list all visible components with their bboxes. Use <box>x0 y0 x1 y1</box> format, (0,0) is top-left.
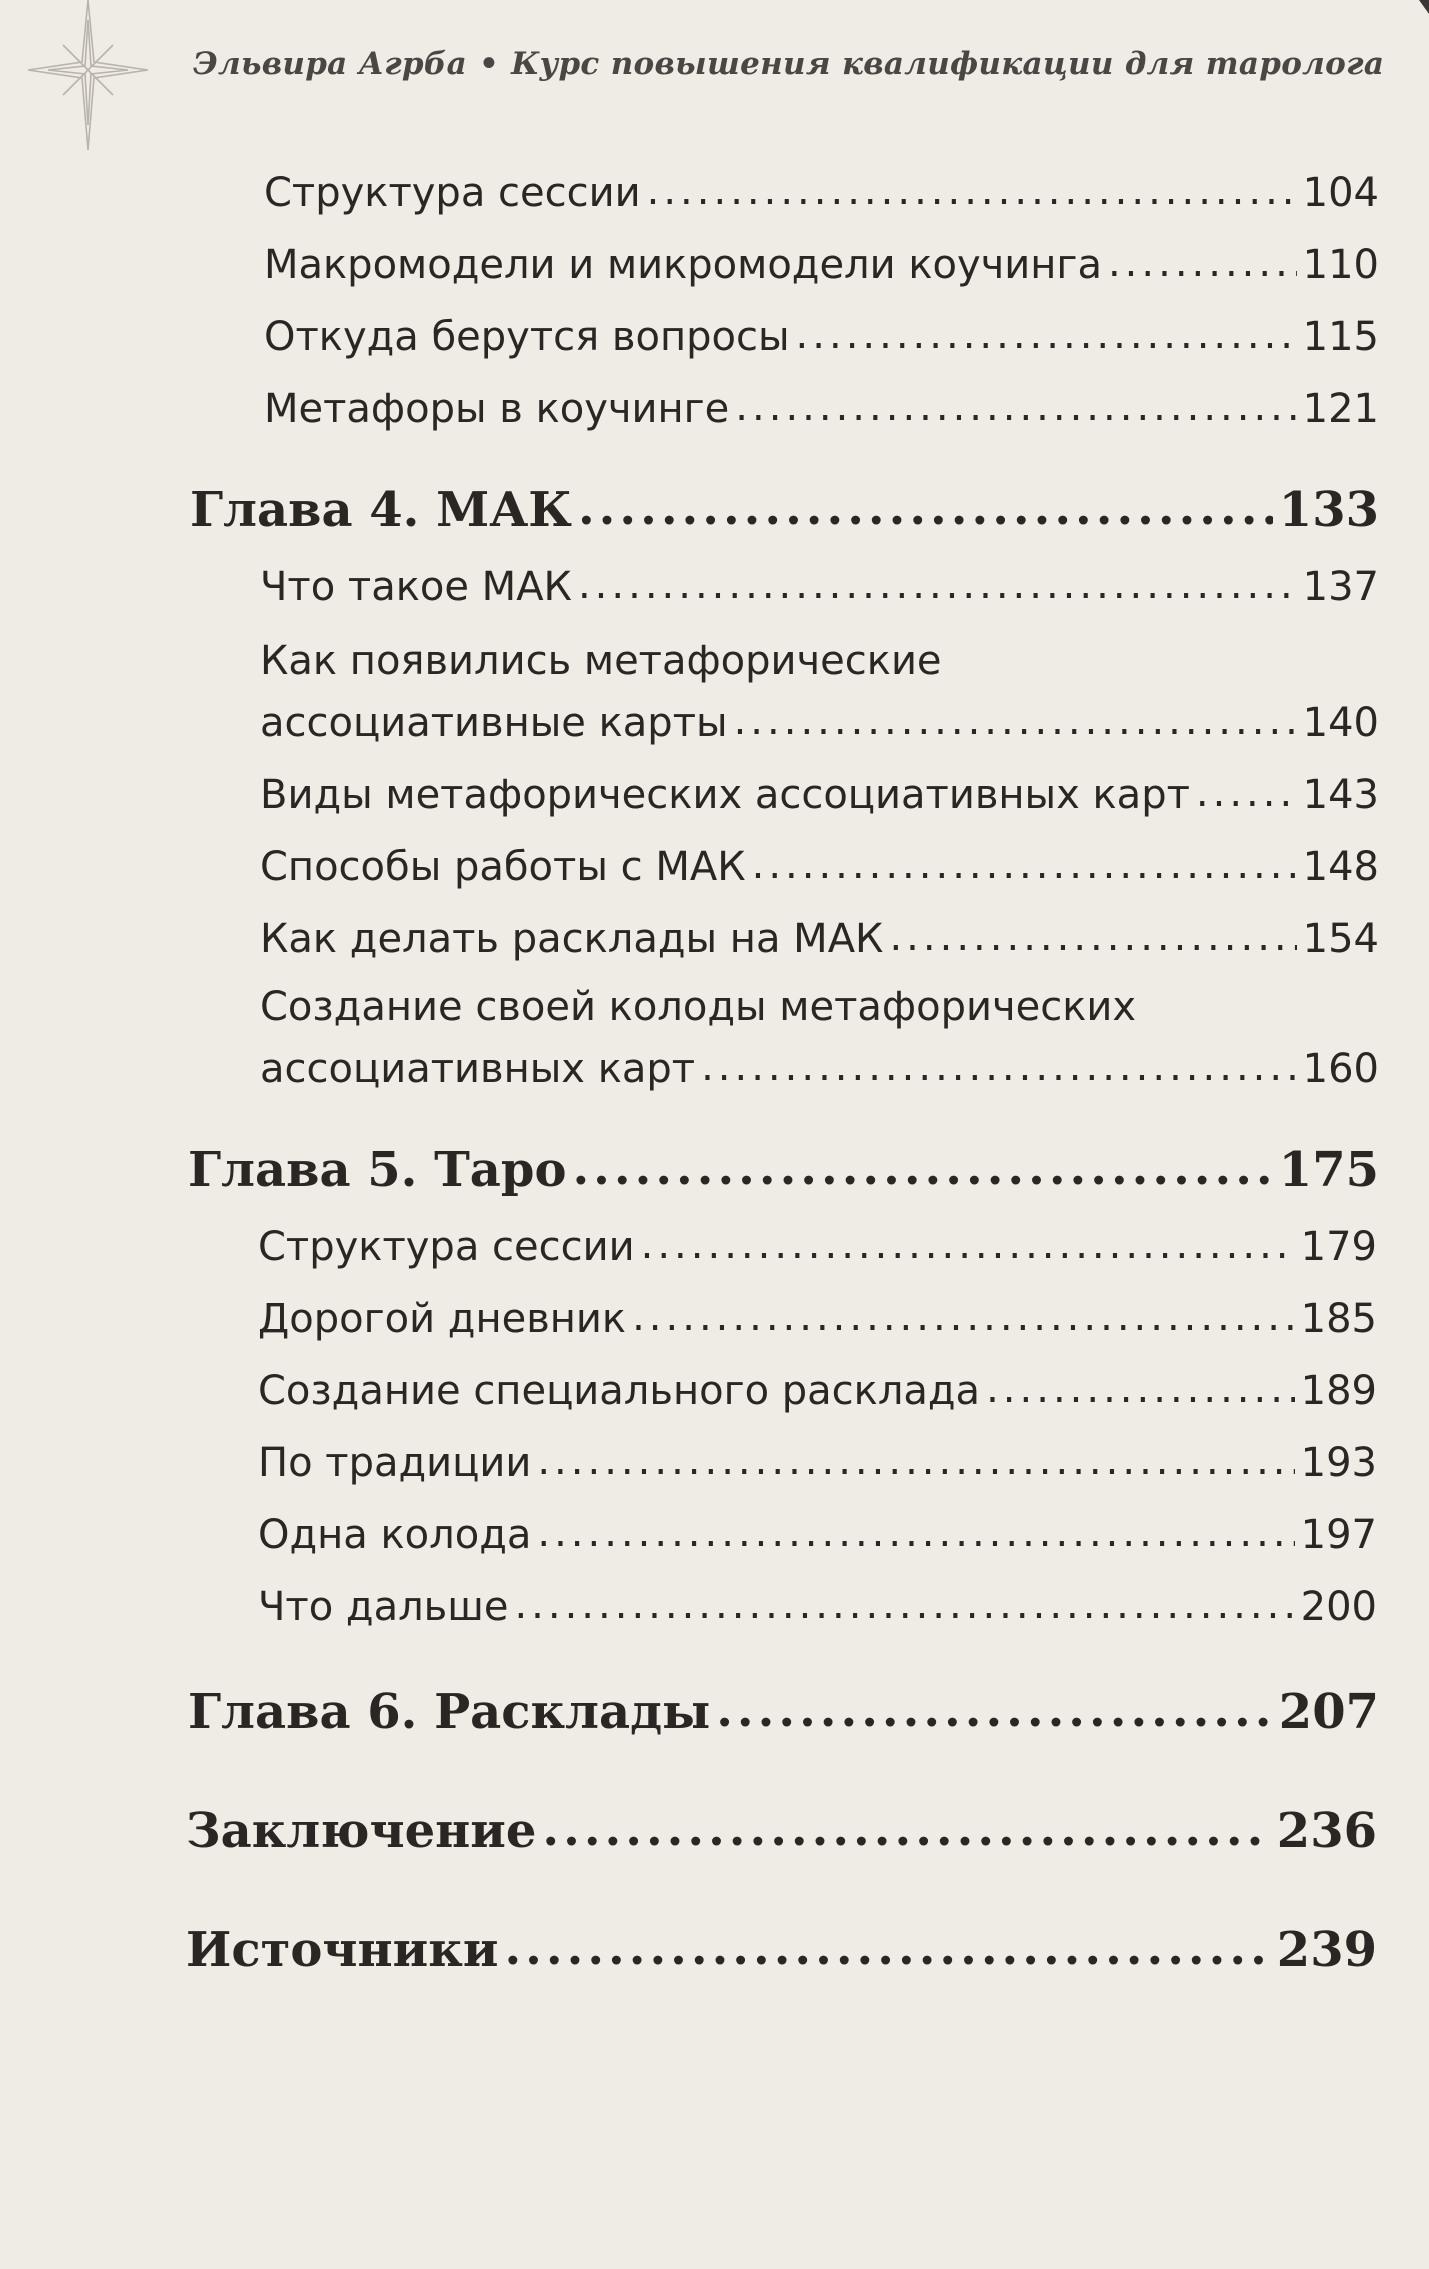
toc-leader-dots <box>796 312 1297 358</box>
compass-star-icon <box>28 0 148 150</box>
toc-chapter-entry[interactable] <box>188 1142 1379 1198</box>
toc-entry-page: 148 <box>1302 844 1379 890</box>
toc-entry[interactable] <box>260 772 1379 818</box>
toc-chapter-page: 175 <box>1278 1142 1379 1198</box>
toc-entry[interactable] <box>258 1440 1377 1486</box>
toc-chapter-page: 207 <box>1278 1684 1379 1740</box>
toc-leader-dots <box>1108 240 1297 286</box>
toc-leader-dots <box>752 842 1297 888</box>
toc-leader-dots <box>514 1582 1294 1628</box>
header-author: Эльвира Агрба <box>193 46 467 82</box>
toc-entry-title: Виды метафорических ассоциативных карт <box>260 772 1190 818</box>
toc-entry-title-line1: Как появились метафорические <box>260 638 942 684</box>
toc-leader-dots <box>1196 770 1297 816</box>
toc-leader-dots <box>986 1366 1295 1412</box>
toc-entry[interactable] <box>260 1046 1379 1092</box>
toc-entry-title: Как делать расклады на МАК <box>260 916 884 962</box>
toc-entry[interactable] <box>260 564 1379 610</box>
toc-entry[interactable] <box>258 1224 1377 1270</box>
toc-chapter-page: 236 <box>1276 1803 1377 1859</box>
toc-entry-page: 115 <box>1302 314 1379 360</box>
toc-entry-page: 189 <box>1300 1368 1377 1414</box>
toc-entry-title: ассоциативных карт <box>260 1046 696 1092</box>
toc-entry[interactable] <box>264 170 1379 216</box>
toc-entry-title: Дорогой дневник <box>258 1296 627 1342</box>
toc-entry[interactable] <box>258 1296 1377 1342</box>
toc-entry-page: 200 <box>1300 1584 1377 1630</box>
toc-entry[interactable] <box>260 700 1379 746</box>
toc-entry-page: 185 <box>1300 1296 1377 1342</box>
toc-leader-dots <box>537 1438 1294 1484</box>
toc-leader-dots <box>701 1044 1297 1090</box>
toc-entry-title: По традиции <box>258 1440 532 1486</box>
toc-entry-title: ассоциативные карты <box>260 700 728 746</box>
toc-entry-page: 197 <box>1300 1512 1377 1558</box>
header-book-title: Курс повышения квалификации для таролога <box>511 46 1385 82</box>
toc-chapter-entry[interactable] <box>190 482 1379 538</box>
toc-entry-page: 179 <box>1300 1224 1377 1270</box>
toc-chapter-title: Глава 6. Расклады <box>188 1684 711 1740</box>
header-separator: • <box>478 46 500 82</box>
toc-entry[interactable] <box>258 1584 1377 1630</box>
toc-entry[interactable] <box>258 1512 1377 1558</box>
toc-entry-title: Макромодели и микромодели коучинга <box>264 242 1102 288</box>
toc-entry-title: Что такое МАК <box>260 564 572 610</box>
toc-entry-title: Одна колода <box>258 1512 532 1558</box>
toc-chapter-title: Заключение <box>186 1803 537 1859</box>
toc-entry-page: 140 <box>1302 700 1379 746</box>
toc-entry-page: 121 <box>1302 386 1379 432</box>
toc-entry-page: 160 <box>1302 1046 1379 1092</box>
toc-leader-dots <box>542 1801 1270 1857</box>
toc-entry-title-line1: Создание своей колоды метафорических <box>260 984 1137 1030</box>
toc-entry[interactable] <box>264 314 1379 360</box>
running-header <box>193 46 1384 82</box>
toc-leader-dots <box>735 384 1296 430</box>
toc-entry-page: 143 <box>1302 772 1379 818</box>
toc-entry-page: 193 <box>1300 1440 1377 1486</box>
toc-entry[interactable] <box>260 916 1379 962</box>
toc-leader-dots <box>716 1682 1273 1738</box>
toc-entry-title: Что дальше <box>258 1584 509 1630</box>
toc-chapter-title: Глава 5. Таро <box>188 1142 567 1198</box>
toc-leader-dots <box>504 1920 1270 1976</box>
toc-chapter-title: Источники <box>186 1922 499 1978</box>
toc-entry-page: 110 <box>1302 242 1379 288</box>
toc-entry-page: 154 <box>1302 916 1379 962</box>
toc-entry-title: Создание специального расклада <box>258 1368 981 1414</box>
toc-chapter-entry[interactable] <box>186 1922 1377 1978</box>
toc-entry[interactable] <box>260 844 1379 890</box>
toc-leader-dots <box>641 1222 1295 1268</box>
toc-leader-dots <box>734 698 1297 744</box>
toc-entry-title: Способы работы с МАК <box>260 844 746 890</box>
toc-chapter-page: 133 <box>1278 482 1379 538</box>
toc-entry[interactable] <box>258 1368 1377 1414</box>
toc-chapter-page: 239 <box>1276 1922 1377 1978</box>
toc-leader-dots <box>889 914 1296 960</box>
toc-entry[interactable] <box>264 242 1379 288</box>
toc-leader-dots <box>578 562 1297 608</box>
toc-entry-title: Структура сессии <box>258 1224 635 1270</box>
toc-leader-dots <box>632 1294 1295 1340</box>
toc-entry[interactable] <box>264 386 1379 432</box>
toc-entry-page: 104 <box>1302 170 1379 216</box>
corner-mark-icon <box>1415 0 1429 14</box>
toc-leader-dots <box>537 1510 1294 1556</box>
toc-entry-title: Откуда берутся вопросы <box>264 314 790 360</box>
toc-entry-page: 137 <box>1302 564 1379 610</box>
toc-chapter-entry[interactable] <box>186 1803 1377 1859</box>
toc-entry-title: Структура сессии <box>264 170 641 216</box>
toc-leader-dots <box>578 480 1273 536</box>
toc-leader-dots <box>647 168 1297 214</box>
toc-entry-title: Метафоры в коучинге <box>264 386 730 432</box>
toc-chapter-title: Глава 4. МАК <box>190 482 572 538</box>
toc-chapter-entry[interactable] <box>188 1684 1379 1740</box>
toc-leader-dots <box>572 1140 1272 1196</box>
